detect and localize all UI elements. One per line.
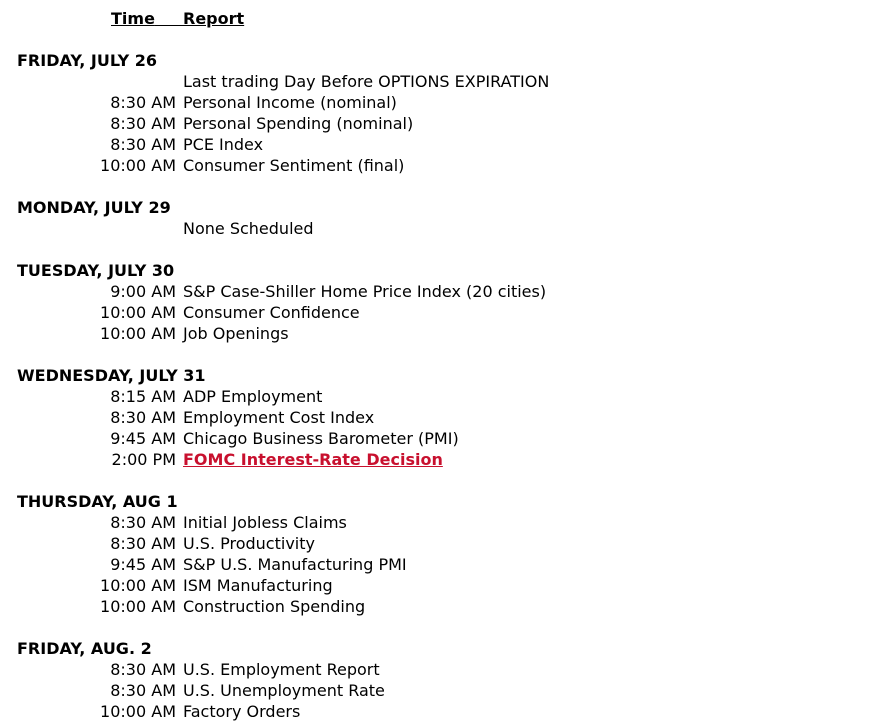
event-row bbox=[0, 92, 875, 113]
event-row bbox=[0, 386, 875, 407]
event-report: Factory Orders bbox=[183, 702, 301, 721]
event-report: PCE Index bbox=[183, 135, 264, 154]
event-time: 10:00 AM bbox=[100, 324, 176, 343]
spacer bbox=[0, 470, 875, 491]
event-time: 8:15 AM bbox=[110, 387, 176, 406]
event-row bbox=[0, 407, 875, 428]
event-report: Consumer Sentiment (final) bbox=[183, 156, 405, 175]
economic-calendar bbox=[0, 8, 875, 722]
day-heading bbox=[0, 260, 875, 281]
event-row bbox=[0, 659, 875, 680]
event-time: 9:00 AM bbox=[110, 282, 176, 301]
event-time: 8:30 AM bbox=[110, 660, 176, 679]
spacer bbox=[0, 239, 875, 260]
event-row bbox=[0, 512, 875, 533]
day-label: MONDAY, JULY 29 bbox=[17, 198, 171, 217]
event-time: 8:30 AM bbox=[110, 681, 176, 700]
day-label: THURSDAY, AUG 1 bbox=[17, 492, 178, 511]
report-column-header: Report bbox=[183, 9, 245, 28]
day-heading bbox=[0, 638, 875, 659]
event-row bbox=[0, 701, 875, 722]
event-report: Chicago Business Barometer (PMI) bbox=[183, 429, 459, 448]
time-column-header: Time bbox=[111, 9, 155, 28]
day-heading bbox=[0, 50, 875, 71]
event-report: S&P Case-Shiller Home Price Index (20 cities) bbox=[183, 282, 547, 301]
event-time: 10:00 AM bbox=[100, 597, 176, 616]
event-report: ADP Employment bbox=[183, 387, 323, 406]
event-row bbox=[0, 155, 875, 176]
event-row bbox=[0, 281, 875, 302]
header-row bbox=[0, 8, 875, 29]
event-time: 2:00 PM bbox=[111, 450, 176, 469]
fomc-decision-link[interactable]: FOMC Interest-Rate Decision bbox=[183, 450, 443, 469]
event-report: Initial Jobless Claims bbox=[183, 513, 347, 532]
spacer bbox=[0, 617, 875, 638]
spacer bbox=[0, 176, 875, 197]
event-time: 10:00 AM bbox=[100, 702, 176, 721]
event-report: Consumer Confidence bbox=[183, 303, 360, 322]
event-time: 8:30 AM bbox=[110, 513, 176, 532]
event-report: U.S. Employment Report bbox=[183, 660, 380, 679]
event-row bbox=[0, 71, 875, 92]
event-row bbox=[0, 113, 875, 134]
day-label: FRIDAY, AUG. 2 bbox=[17, 639, 152, 658]
event-time: 8:30 AM bbox=[110, 114, 176, 133]
event-row bbox=[0, 596, 875, 617]
event-row bbox=[0, 575, 875, 596]
event-row bbox=[0, 449, 875, 470]
spacer bbox=[0, 29, 875, 50]
day-heading bbox=[0, 365, 875, 386]
event-report: U.S. Productivity bbox=[183, 534, 315, 553]
spacer bbox=[0, 344, 875, 365]
event-row bbox=[0, 533, 875, 554]
event-time: 10:00 AM bbox=[100, 576, 176, 595]
event-report: Personal Income (nominal) bbox=[183, 93, 397, 112]
event-time: 8:30 AM bbox=[110, 408, 176, 427]
event-time: 8:30 AM bbox=[110, 93, 176, 112]
event-report: None Scheduled bbox=[183, 219, 314, 238]
event-report: Personal Spending (nominal) bbox=[183, 114, 414, 133]
day-label: TUESDAY, JULY 30 bbox=[17, 261, 175, 280]
event-time: 9:45 AM bbox=[110, 555, 176, 574]
day-label: FRIDAY, JULY 26 bbox=[17, 51, 157, 70]
event-report: Last trading Day Before OPTIONS EXPIRATION bbox=[183, 72, 550, 91]
event-time: 9:45 AM bbox=[110, 429, 176, 448]
day-heading bbox=[0, 197, 875, 218]
event-row bbox=[0, 428, 875, 449]
event-time: 8:30 AM bbox=[110, 135, 176, 154]
event-row bbox=[0, 680, 875, 701]
event-time: 10:00 AM bbox=[100, 156, 176, 175]
event-row bbox=[0, 134, 875, 155]
event-report: Job Openings bbox=[183, 324, 289, 343]
event-report: ISM Manufacturing bbox=[183, 576, 333, 595]
event-time: 10:00 AM bbox=[100, 303, 176, 322]
event-time: 8:30 AM bbox=[110, 534, 176, 553]
event-row bbox=[0, 302, 875, 323]
day-label: WEDNESDAY, JULY 31 bbox=[17, 366, 206, 385]
event-report: U.S. Unemployment Rate bbox=[183, 681, 385, 700]
event-row bbox=[0, 554, 875, 575]
event-report: Construction Spending bbox=[183, 597, 366, 616]
day-heading bbox=[0, 491, 875, 512]
event-report: S&P U.S. Manufacturing PMI bbox=[183, 555, 407, 574]
event-row bbox=[0, 218, 875, 239]
event-report: Employment Cost Index bbox=[183, 408, 375, 427]
event-row bbox=[0, 323, 875, 344]
